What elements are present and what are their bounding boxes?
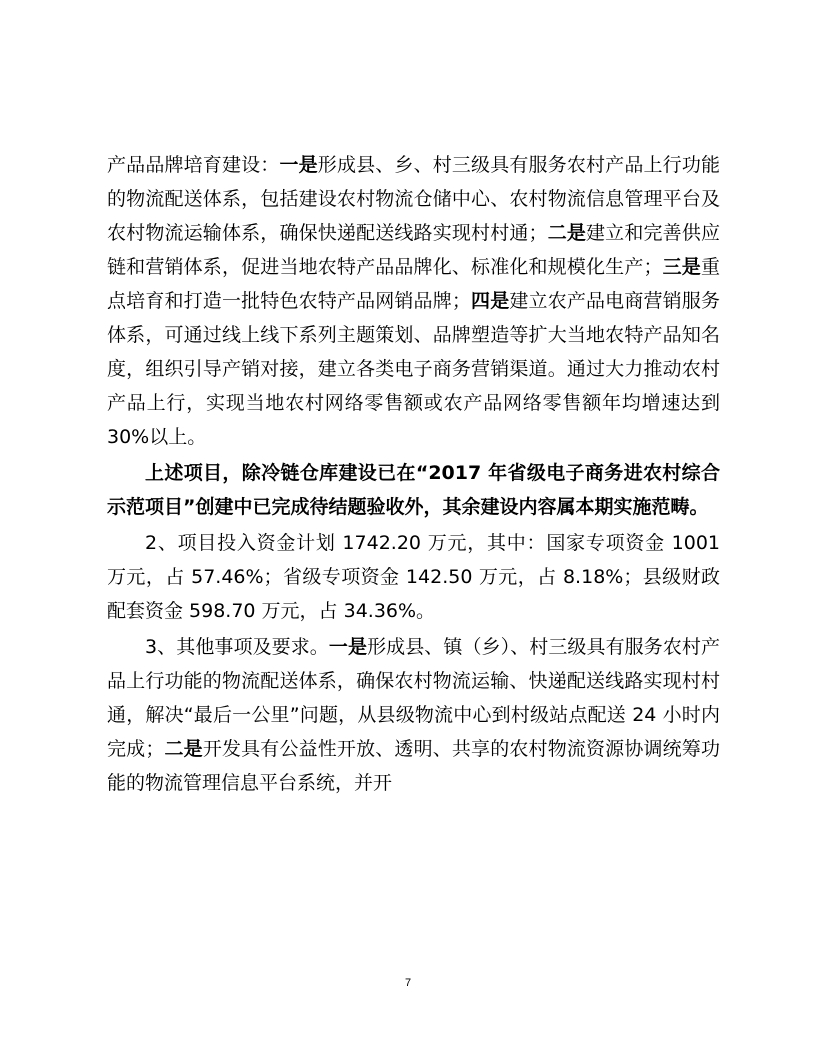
paragraph-4-text-3: 开发具有公益性开放、透明、共享的农村物流资源协调统筹功能的物流管理信息平台系统，并开 <box>107 738 720 794</box>
page-number: 7 <box>404 977 412 989</box>
paragraph-1-text-3: 建立和完善供应链和营销体系，促进当地农特产品品牌化、标准化和规模化生产； <box>107 222 720 278</box>
paragraph-4 <box>107 630 720 800</box>
document-body <box>107 148 720 800</box>
paragraph-1-bold-3: 三是 <box>662 256 701 278</box>
paragraph-4-bold-2: 二是 <box>164 738 203 760</box>
paragraph-1-bold-4: 四是 <box>470 290 510 312</box>
paragraph-3: 2、项目投入资金计划 1742.20 万元，其中：国家专项资金 1001 万元，占 57.46%；省级专项资金 142.50 万元，占 8.18%；县级财政配套资金 598.70 万元，占 34.36%。 <box>107 532 720 622</box>
paragraph-1-text-4: 重点培育和打造一批特色农特产品网销品牌； <box>107 256 720 312</box>
paragraph-1-bold-1: 一是 <box>279 154 318 176</box>
paragraph-1-bold-2: 二是 <box>547 222 587 244</box>
paragraph-1-text-2: 形成县、乡、村三级具有服务农村产品上行功能的物流配送体系，包括建设农村物流仓储中心、农村物流信息管理平台及农村物流运输体系，确保快递配送线路实现村村通； <box>107 154 720 244</box>
paragraph-1-text-1: 产品品牌培育建设： <box>107 154 280 176</box>
paragraph-2: 上述项目，除冷链仓库建设已在“2017 年省级电子商务进农村综合示范项目”创建中已完成待结题验收外，其余建设内容属本期实施范畴。 <box>107 462 720 518</box>
paragraph-1-text-5: 建立农产品电商营销服务体系，可通过线上线下系列主题策划、品牌塑造等扩大当地农特产品知名度，组织引导产销对接，建立各类电子商务营销渠道。通过大力推动农村产品上行，实现当地农村网络零售额或农产品网络零售额年均增速达到 30%以上。 <box>107 290 720 448</box>
paragraph-4-text-1: 3、其他事项及要求。 <box>145 636 329 658</box>
paragraph-4-bold-1: 一是 <box>328 636 368 658</box>
paragraph-1 <box>107 148 720 454</box>
paragraph-4-text-2: 形成县、镇（乡）、村三级具有服务农村产品上行功能的物流配送体系，确保农村物流运输、快递配送线路实现村村通，解决“最后一公里”问题，从县级物流中心到村级站点配送 24 小时内完成； <box>107 636 720 760</box>
